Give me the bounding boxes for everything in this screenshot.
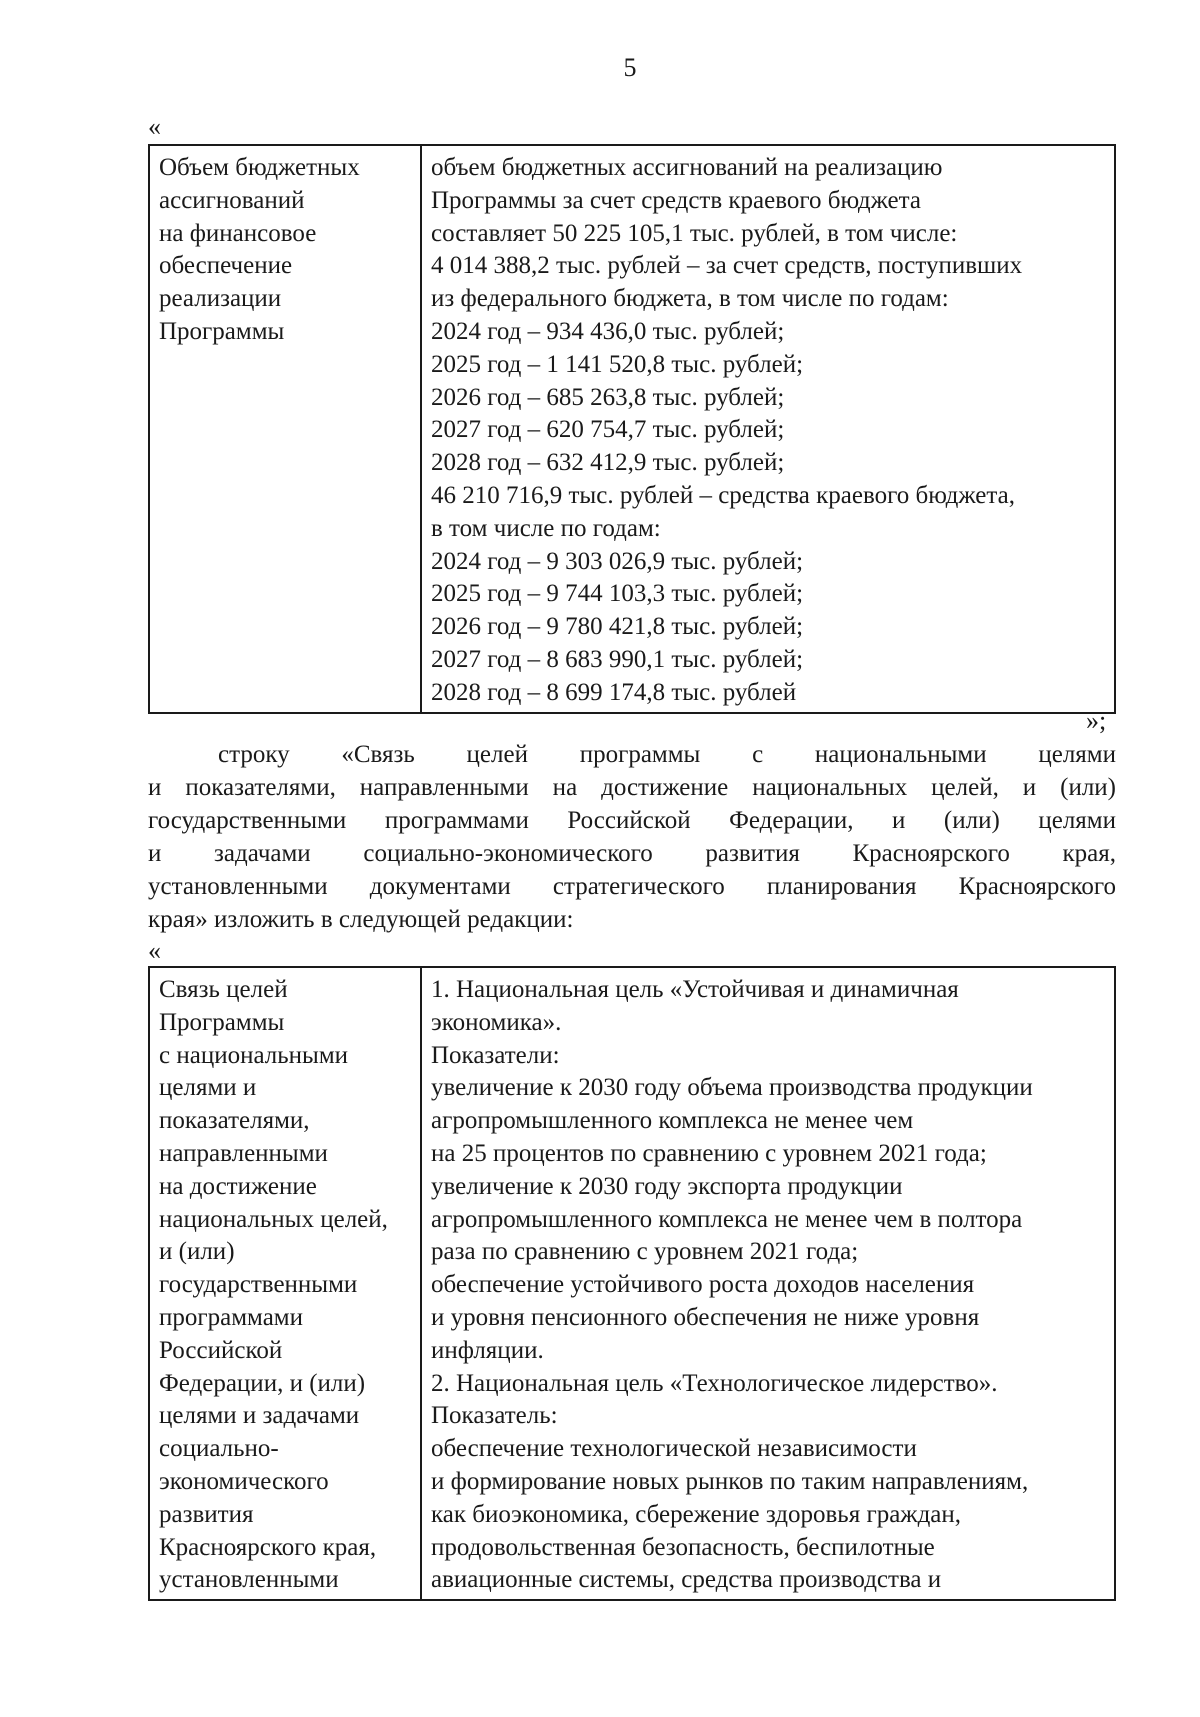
table-line: агропромышленного комплекса не менее чем	[431, 1107, 914, 1135]
table-line: экономического	[159, 1467, 329, 1495]
table-line: показателями,	[159, 1107, 310, 1135]
table-line: на 25 процентов по сравнению с уровнем 2021 года;	[431, 1139, 987, 1167]
table-line: раза по сравнению с уровнем 2021 года;	[431, 1238, 859, 1266]
table-line: 2026 год – 685 263,8 тыс. рублей;	[431, 383, 785, 411]
table-line: на достижение	[159, 1172, 317, 1200]
budget-table-label-cell	[149, 145, 421, 713]
table-line: Программы	[159, 317, 285, 345]
table-line: объем бюджетных ассигнований на реализацию	[431, 154, 943, 181]
paragraph-line: и задачами социально-экономического развития Красноярского края,	[148, 840, 1116, 867]
table-line: установленными	[159, 1566, 339, 1594]
table-line: целями и	[159, 1074, 257, 1102]
open-quote-1: «	[148, 112, 161, 141]
table-line: Объем бюджетных	[159, 154, 360, 181]
table-line: обеспечение	[159, 252, 293, 280]
table-line: Красноярского края,	[159, 1533, 377, 1561]
table-line: составляет 50 225 105,1 тыс. рублей, в том числе:	[431, 219, 958, 247]
table-line: ассигнований	[159, 186, 305, 214]
table-line: государственными	[159, 1271, 358, 1299]
page-number: 5	[623, 53, 637, 82]
table-line: авиационные системы, средства производства и	[431, 1566, 942, 1594]
table-line: 1. Национальная цель «Устойчивая и динамичная	[431, 976, 959, 1003]
table-line: обеспечение устойчивого роста доходов населения	[431, 1271, 975, 1299]
close-quote: »;	[1086, 706, 1107, 735]
paragraph-line: установленными документами стратегического планирования Красноярского	[148, 873, 1116, 900]
table-line: увеличение к 2030 году объема производства продукции	[431, 1074, 1033, 1102]
budget-table-value-cell	[421, 145, 1115, 713]
goals-table-label-cell	[149, 967, 421, 1600]
table-line: направленными	[159, 1139, 328, 1167]
table-line: социально-	[159, 1435, 279, 1463]
paragraph-line: строку «Связь целей программы с национальными целями	[218, 741, 1116, 768]
table-line: на финансовое	[159, 219, 317, 247]
table-line: инфляции.	[431, 1336, 544, 1364]
table-line: национальных целей,	[159, 1205, 388, 1233]
table-line: Показатель:	[431, 1402, 558, 1430]
table-line: агропромышленного комплекса не менее чем в полтора	[431, 1205, 1023, 1233]
table-line: Показатели:	[431, 1041, 560, 1069]
table-line: 2027 год – 620 754,7 тыс. рублей;	[431, 416, 785, 444]
goals-table-value-cell	[421, 967, 1115, 1600]
table-line: с национальными	[159, 1041, 349, 1069]
table-row	[149, 145, 1115, 713]
table-line: Программы	[159, 1008, 285, 1036]
table-line: 2026 год – 9 780 421,8 тыс. рублей;	[431, 613, 804, 641]
table-line: 2027 год – 8 683 990,1 тыс. рублей;	[431, 645, 804, 673]
paragraph-line: края» изложить в следующей редакции:	[148, 906, 574, 933]
table-line: программами	[159, 1303, 303, 1331]
table-line: в том числе по годам:	[431, 514, 661, 542]
table-line: как биоэкономика, сбережение здоровья граждан,	[431, 1500, 962, 1528]
table-line: 46 210 716,9 тыс. рублей – средства краевого бюджета,	[431, 481, 1015, 509]
budget-table	[148, 144, 1116, 714]
table-line: 2028 год – 8 699 174,8 тыс. рублей	[431, 678, 797, 706]
table-line: Российской	[159, 1336, 283, 1364]
table-line: и формирование новых рынков по таким направлениям,	[431, 1467, 1029, 1495]
table-line: Федерации, и (или)	[159, 1369, 366, 1397]
paragraph-line: государственными программами Российской Федерации, и (или) целями	[148, 807, 1116, 834]
open-quote-2: «	[148, 936, 161, 965]
goals-table	[148, 966, 1116, 1601]
table-line: и (или)	[159, 1238, 235, 1266]
table-row	[149, 967, 1115, 1600]
table-line: увеличение к 2030 году экспорта продукции	[431, 1172, 903, 1200]
table-line: Связь целей	[159, 976, 288, 1003]
table-line: Программы за счет средств краевого бюджета	[431, 186, 921, 214]
table-line: 2025 год – 9 744 103,3 тыс. рублей;	[431, 580, 804, 608]
table-line: из федерального бюджета, в том числе по годам:	[431, 285, 949, 313]
table-line: 4 014 388,2 тыс. рублей – за счет средств, поступивших	[431, 252, 1023, 280]
table-line: обеспечение технологической независимости	[431, 1435, 917, 1463]
table-line: развития	[159, 1500, 254, 1528]
table-line: 2025 год – 1 141 520,8 тыс. рублей;	[431, 350, 804, 378]
table-line: и уровня пенсионного обеспечения не ниже уровня	[431, 1303, 980, 1331]
table-line: 2024 год – 934 436,0 тыс. рублей;	[431, 317, 785, 345]
paragraph-line: и показателями, направленными на достижение национальных целей, и (или)	[148, 774, 1116, 801]
table-line: целями и задачами	[159, 1402, 360, 1430]
amendment-paragraph	[148, 738, 1116, 936]
table-line: экономика».	[431, 1008, 562, 1036]
table-line: реализации	[159, 285, 282, 313]
table-line: 2024 год – 9 303 026,9 тыс. рублей;	[431, 547, 804, 575]
table-line: продовольственная безопасность, беспилотные	[431, 1533, 935, 1561]
table-line: 2028 год – 632 412,9 тыс. рублей;	[431, 449, 785, 477]
table-line: 2. Национальная цель «Технологическое лидерство».	[431, 1369, 998, 1397]
